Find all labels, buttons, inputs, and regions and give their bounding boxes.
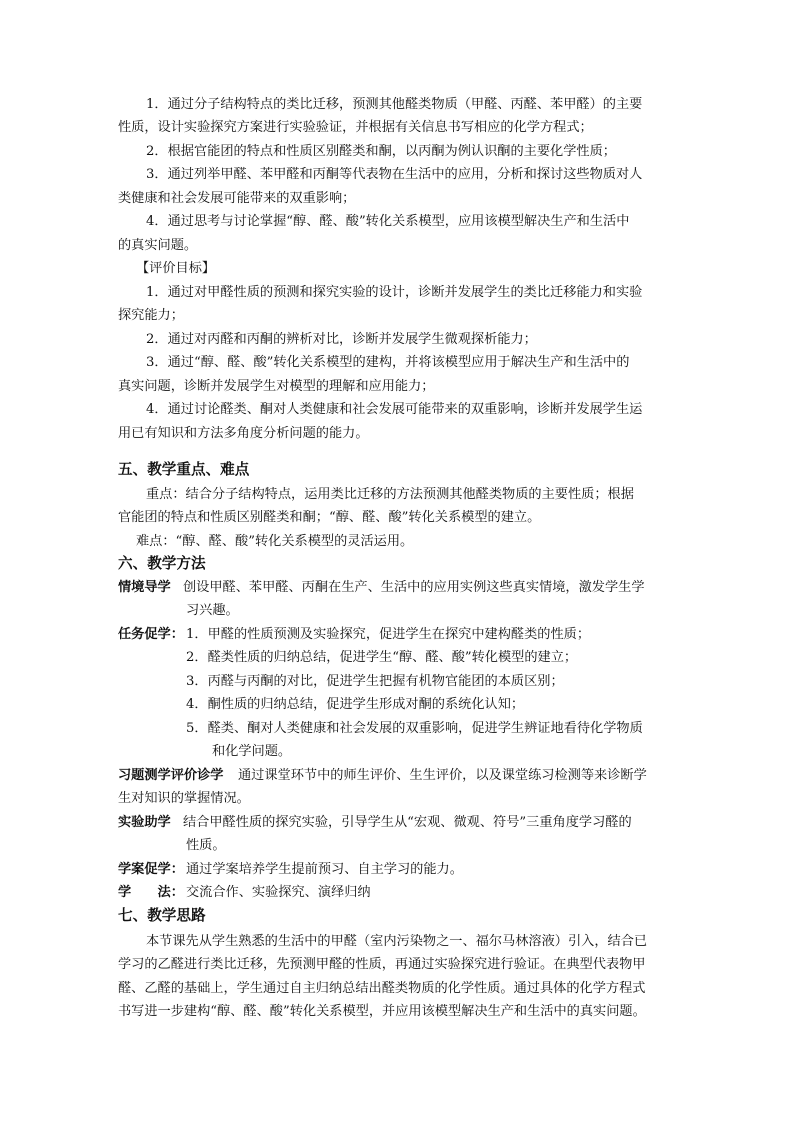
- section7-line-1: 本节课先从学生熟悉的生活中的甲醛（室内污染物之一、福尔马林溶液）引入，结合已: [146, 934, 648, 949]
- experiment-line-1: 结合甲醛性质的探究实验，引导学生从“宏观、微观、符号”三重角度学习醛的: [183, 815, 632, 830]
- eval-2: 2．通过对丙醛和丙酮的辨析对比，诊断并发展学生微观探析能力；: [146, 332, 537, 347]
- section6-heading: 六、教学方法: [118, 555, 206, 572]
- objective-3-line-2: 类健康和社会发展可能带来的双重影响；: [118, 191, 356, 206]
- objective-1-line-2: 性质，设计实验探究方案进行实验验证，并根据有关信息书写相应的化学方程式；: [118, 120, 593, 135]
- section7-line-3: 醛、乙醛的基础上，学生通过自主归纳总结出醛类物质的化学性质。通过具体的化学方程式: [118, 981, 646, 996]
- plan-label: 学案促学：: [118, 862, 184, 877]
- situation-line-1: 创设甲醛、苯甲醛、丙酮在生产、生活中的应用实例这些真实情境，激发学生学: [183, 580, 645, 595]
- task-5-line-2: 和化学问题。: [212, 744, 292, 759]
- eval-3-line-1: 3．通过“醇、醛、酸”转化关系模型的建构，并将该模型应用于解决生产和生活中的: [146, 355, 630, 370]
- objective-2: 2．根据官能团的特点和性质区别醛类和酮，以丙酮为例认识酮的主要化学性质；: [146, 144, 616, 159]
- section7-line-2: 学习的乙醛进行类比迁移，先预测甲醛的性质，再通过实验探究进行验证。在典型代表物甲: [118, 957, 646, 972]
- eval-1-line-2: 探究能力；: [118, 308, 184, 323]
- section5-key-line-1: 重点：结合分子结构特点，运用类比迁移的方法预测其他醛类物质的主要性质；根据: [146, 487, 634, 502]
- objective-4-line-1: 4．通过思考与讨论掌握“醇、醛、酸”转化关系模型，应用该模型解决生产和生活中: [146, 214, 630, 229]
- exercise-line-2: 生对知识的掌握情况。: [118, 791, 250, 806]
- task-2: 2．醛类性质的归纳总结，促进学生“醇、醛、酸”转化模型的建立；: [186, 650, 578, 665]
- eval-1-line-1: 1．通过对甲醛性质的预测和探究实验的设计，诊断并发展学生的类比迁移能力和实验: [146, 285, 643, 300]
- task-4: 4．酮性质的归纳总结，促进学生形成对酮的系统化认知；: [186, 697, 525, 712]
- experiment-label: 实验助学: [118, 815, 171, 830]
- section5-difficulty: 难点：“醇、醛、酸”转化关系模型的灵活运用。: [136, 534, 414, 549]
- section7-line-4: 书写进一步建构“醇、醛、酸”转化关系模型，并应用该模型解决生产和生活中的真实问题。: [118, 1004, 646, 1019]
- method-label: 学 法：: [118, 885, 184, 900]
- objective-3-line-1: 3．通过列举甲醛、苯甲醛和丙酮等代表物在生活中的应用，分析和探讨这些物质对人: [146, 167, 643, 182]
- objective-1-line-1: 1．通过分子结构特点的类比迁移，预测其他醛类物质（甲醛、丙醛、苯甲醛）的主要: [146, 97, 643, 112]
- section5-key-line-2: 官能团的特点和性质区别醛类和酮；“醇、醛、酸”转化关系模型的建立。: [118, 510, 541, 525]
- eval-heading: 【评价目标】: [136, 261, 216, 276]
- task-3: 3．丙醛与丙酮的对比，促进学生把握有机物官能团的本质区别；: [186, 674, 564, 689]
- objective-4-line-2: 的真实问题。: [118, 238, 198, 253]
- exercise-line-1: 通过课堂环节中的师生评价、生生评价，以及课堂练习检测等来诊断学: [238, 768, 647, 783]
- task-5-line-1: 5．醛类、酮对人类健康和社会发展的双重影响，促进学生辨证地看待化学物质: [186, 721, 643, 736]
- section5-heading: 五、教学重点、难点: [118, 461, 250, 478]
- situation-line-2: 习兴趣。: [186, 603, 239, 618]
- eval-4-line-2: 用已有知识和方法多角度分析问题的能力。: [118, 426, 369, 441]
- plan-text: 通过学案培养学生提前预习、自主学习的能力。: [186, 862, 463, 877]
- section7-heading: 七、教学思路: [118, 907, 206, 924]
- experiment-line-2: 性质。: [186, 838, 226, 853]
- situation-label: 情境导学: [118, 580, 171, 595]
- task-1: 1．甲醛的性质预测及实验探究，促进学生在探究中建构醛类的性质；: [186, 627, 591, 642]
- eval-3-line-2: 真实问题，诊断并发展学生对模型的理解和应用能力；: [118, 379, 435, 394]
- eval-4-line-1: 4．通过讨论醛类、酮对人类健康和社会发展可能带来的双重影响，诊断并发展学生运: [146, 402, 643, 417]
- method-text: 交流合作、实验探究、演绎归纳: [186, 885, 371, 900]
- task-label: 任务促学：: [118, 627, 184, 642]
- exercise-label: 习题测学评价诊学: [118, 768, 224, 783]
